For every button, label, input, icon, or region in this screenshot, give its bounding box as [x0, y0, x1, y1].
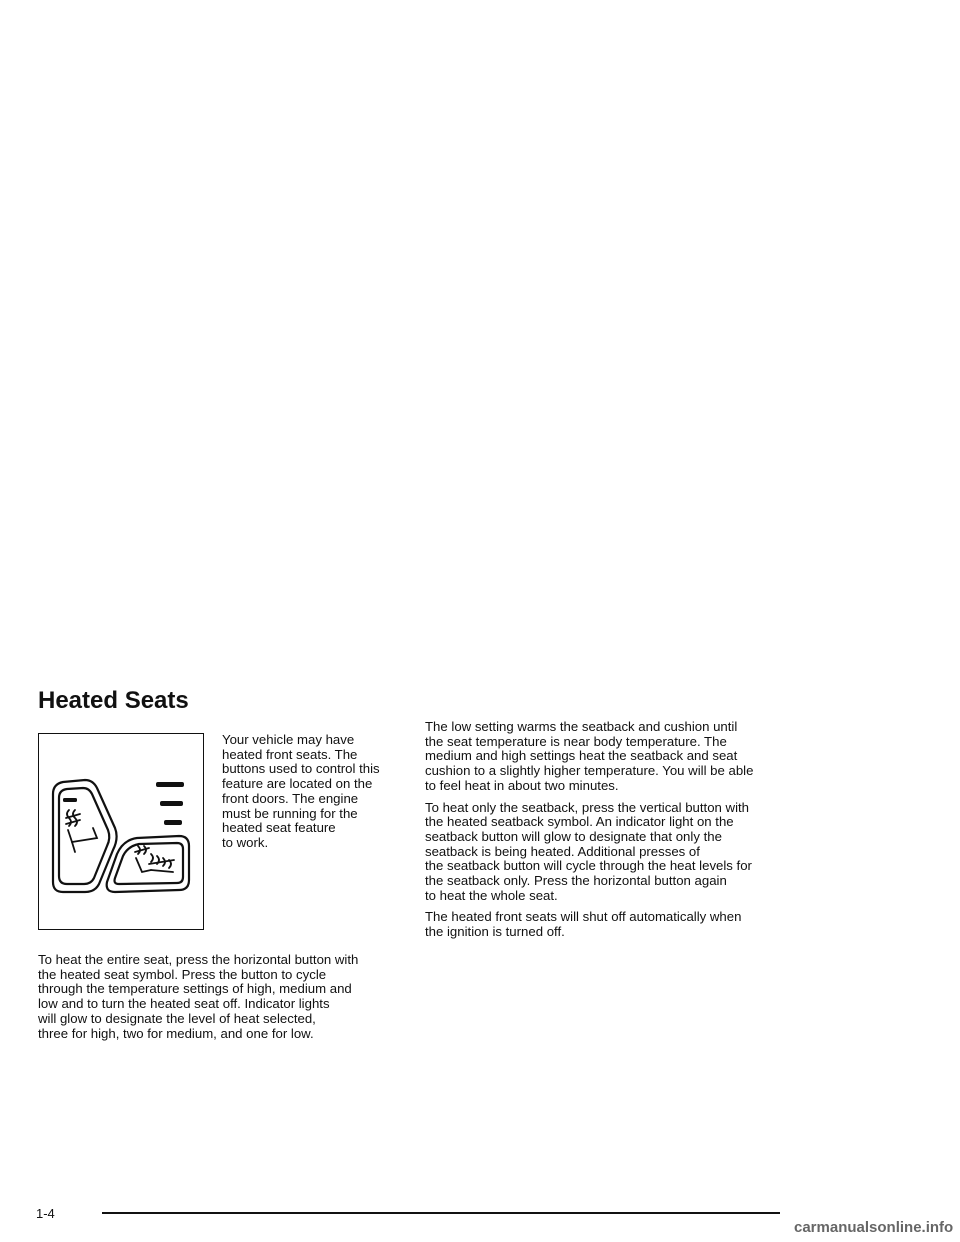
text-line: the seat temperature is near body temperature. The [425, 733, 727, 749]
text-line: The low setting warms the seatback and cushion until [425, 719, 738, 734]
seatback-paragraph [425, 801, 785, 904]
text-line: To heat the entire seat, press the horizontal button with [38, 952, 359, 967]
text-line: Your vehicle may have [222, 732, 355, 747]
text-line: seatback is being heated. Additional presses of [425, 843, 700, 859]
heated-seatback-symbol [66, 810, 97, 852]
text-line: the heated seat symbol. Press the button to cycle [38, 966, 327, 982]
text-line: the seatback button will cycle through the heat levels for [425, 858, 752, 874]
right-column [425, 720, 785, 947]
text-line: the seatback only. Press the horizontal button again [425, 873, 727, 889]
shutoff-paragraph [425, 910, 785, 939]
text-line: low and to turn the heated seat off. Indicator lights [38, 996, 330, 1012]
text-line: heated front seats. The [222, 746, 358, 762]
heated-seat-controls-icon [39, 734, 202, 928]
text-line: buttons used to control this [222, 761, 380, 777]
text-line: to feel heat in about two minutes. [425, 777, 619, 793]
heated-seat-buttons-figure [38, 733, 204, 930]
footer-rule [102, 1212, 780, 1214]
indicator-light-high [156, 782, 184, 787]
intro-paragraph [222, 733, 397, 851]
indicator-light-seatback [63, 798, 77, 802]
seatback-button-inner [59, 788, 109, 884]
text-line: through the temperature settings of high, medium and [38, 981, 352, 997]
text-line: the ignition is turned off. [425, 924, 565, 940]
indicator-light-medium [160, 801, 183, 806]
text-line: feature are located on the [222, 776, 373, 792]
text-line: front doors. The engine [222, 790, 359, 806]
text-line: heated seat feature [222, 820, 336, 836]
whole-seat-paragraph [38, 953, 398, 1041]
heated-seat-symbol [135, 846, 174, 872]
section-heading: Heated Seats [38, 687, 189, 714]
text-line: three for high, two for medium, and one for low. [38, 1025, 314, 1041]
text-line: The heated front seats will shut off automatically when [425, 909, 742, 925]
text-line: to work. [222, 834, 269, 850]
text-line: the heated seatback symbol. An indicator light on the [425, 814, 734, 830]
text-line: will glow to designate the level of heat selected, [38, 1010, 316, 1026]
watermark: carmanualsonline.info [794, 1219, 954, 1236]
page-number: 1-4 [36, 1206, 55, 1221]
text-line: medium and high settings heat the seatback and seat [425, 748, 738, 764]
text-line: cushion to a slightly higher temperature. You will be able [425, 763, 754, 779]
text-line: seatback button will glow to designate that only the [425, 828, 722, 844]
text-line: must be running for the [222, 805, 358, 821]
seatback-button-outline [53, 780, 117, 892]
indicator-light-low [164, 820, 182, 825]
text-line: To heat only the seatback, press the vertical button with [425, 799, 750, 815]
low-setting-paragraph [425, 720, 785, 794]
text-line: to heat the whole seat. [425, 887, 558, 903]
